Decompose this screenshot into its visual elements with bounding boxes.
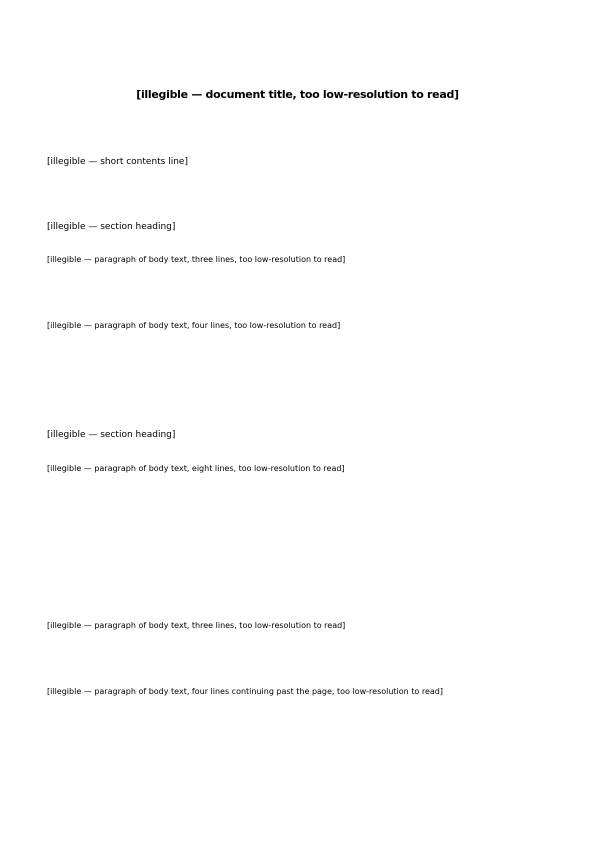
section-heading-2: [illegible — section heading] — [47, 430, 176, 440]
paragraph-2-1: [illegible — paragraph of body text, eight lines, too low-resolution to read] — [47, 464, 345, 473]
document-title: [illegible — document title, too low-resolution to read] — [136, 88, 459, 101]
table-of-contents: [illegible — short contents line] — [47, 157, 188, 167]
paragraph-2-2: [illegible — paragraph of body text, three lines, too low-resolution to read] — [47, 621, 346, 630]
section-heading-1: [illegible — section heading] — [47, 222, 176, 232]
paragraph-1-1: [illegible — paragraph of body text, three lines, too low-resolution to read] — [47, 255, 346, 264]
paragraph-1-2: [illegible — paragraph of body text, four lines, too low-resolution to read] — [47, 321, 341, 330]
paragraph-2-3: [illegible — paragraph of body text, four lines continuing past the page, too low-resolution to read] — [47, 687, 443, 696]
